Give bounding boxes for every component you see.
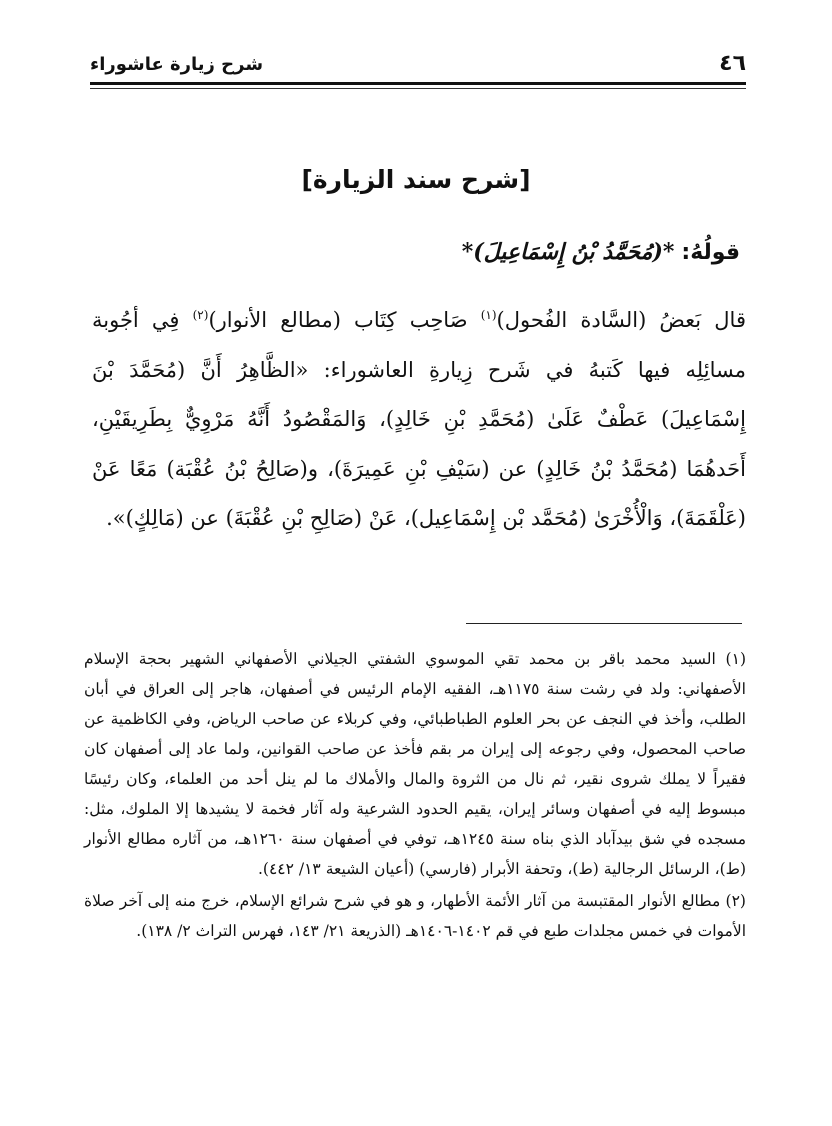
header-rule-thin [90,88,746,89]
running-header [90,50,746,80]
footnote-separator [466,623,742,624]
footnote-2 [84,886,746,946]
quote-content: *(مُحَمَّدُ بْنُ إِسْمَاعِيلَ)* [461,239,675,265]
footnote-marker: (٢) [725,892,746,910]
footnote-marker: (١) [725,650,746,668]
page-number: ٤٦ [719,51,746,76]
footnote-1 [84,644,746,884]
quoted-phrase [462,234,740,271]
book-title: شرح زيارة عاشوراء [90,54,264,75]
main-text-part-2: صَاحِب كِتَاب (مطالع الأنوار) [208,308,481,332]
quote-label: قولُهُ: [681,240,740,265]
footnote-ref-2[interactable]: (٢) [192,308,209,322]
footnote-text: مطالع الأنوار المقتبسة من آثار الأئمة الأطهار، و هو في شرح شرائع الإسلام، خرج منه إلى آخر صلاة الأموات في خمس مجلدات طبع في قم ١٤٠٢-١٤٠٦هـ (الذريعة ٢١/ ١٤٣، فهرس التراث ٢/ ١٣٨). [84,892,746,940]
main-paragraph [92,296,746,544]
footnote-ref-1[interactable]: (١) [480,308,497,322]
footnote-text: السيد محمد باقر بن محمد تقي الموسوي الشفتي الجيلاني الأصفهاني الشهير بحجة الإسلام الأصفهاني: ولد في رشت سنة ١١٧٥هـ، الفقيه الإمام الرئيس في أصفهان، هاجر إلى العراق في أبان الطلب، وأخذ في النجف عن بحر العلوم الطباطبائي، وفي كربلاء عن صاحب الرياض، وفي الكاظمية عن صاحب المحصول، وفي رجوعه إلى إيران مر بقم فأخذ عن صاحب القوانين، ولما عاد إلى أصفهان كان فقيراً لا يملك شروى نقير، ثم نال من الثروة والمال والأملاك ما لم ينل أحد من العلماء، وكان رئيسًا مبسوط إليه في أصفهان وسائر إيران، يقيم الحدود الشرعية وله آثار فخمة لا يشيدها إلا الملوك، مثل: مسجده في شق بيدآباد الذي بناه سنة ١٢٤٥هـ، توفي في أصفهان سنة ١٢٦٠هـ، من آثاره مطالع الأنوار (ط)، الرسائل الرجالية (ط)، وتحفة الأبرار (فارسي) (أعيان الشيعة ١٣/ ٤٤٢). [84,650,746,878]
section-title: [شرح سند الزيارة] [301,165,531,194]
header-rule-thick [90,82,746,85]
main-text-part-1: قال بَعضُ (السَّادة الفُحول) [496,308,746,332]
footnotes-section [84,644,746,946]
main-text-part-3: فِي أجُوبة مسائِلِه فيها كَتبهُ في شَرح زِيارةِ العاشوراء: «الظَّاهِرُ أَنَّ (مُحَمَّدَ بْنَ إِسْمَاعِيلَ) عَطْفٌ عَلَىٰ (مُحَمَّدِ بْنِ خَالِدٍ)، وَالمَقْصُودُ أَنَّهُ مَرْوِيٌّ بِطَرِيقَيْنِ، أَحَدهُمَا (مُحَمَّدُ بْنُ خَالِدٍ) عن (سَيْفِ بْنِ عَمِيرَةَ)، و(صَالِحُ بْنُ عُقْبَة) مَعًا عَنْ (عَلْقَمَةَ)، وَالْأُخْرَىٰ (مُحَمَّد بْن إِسْمَاعِيل)، عَنْ (صَالِحِ بْنِ عُقْبَةَ) عن (مَالِكٍ)». [92,308,746,530]
